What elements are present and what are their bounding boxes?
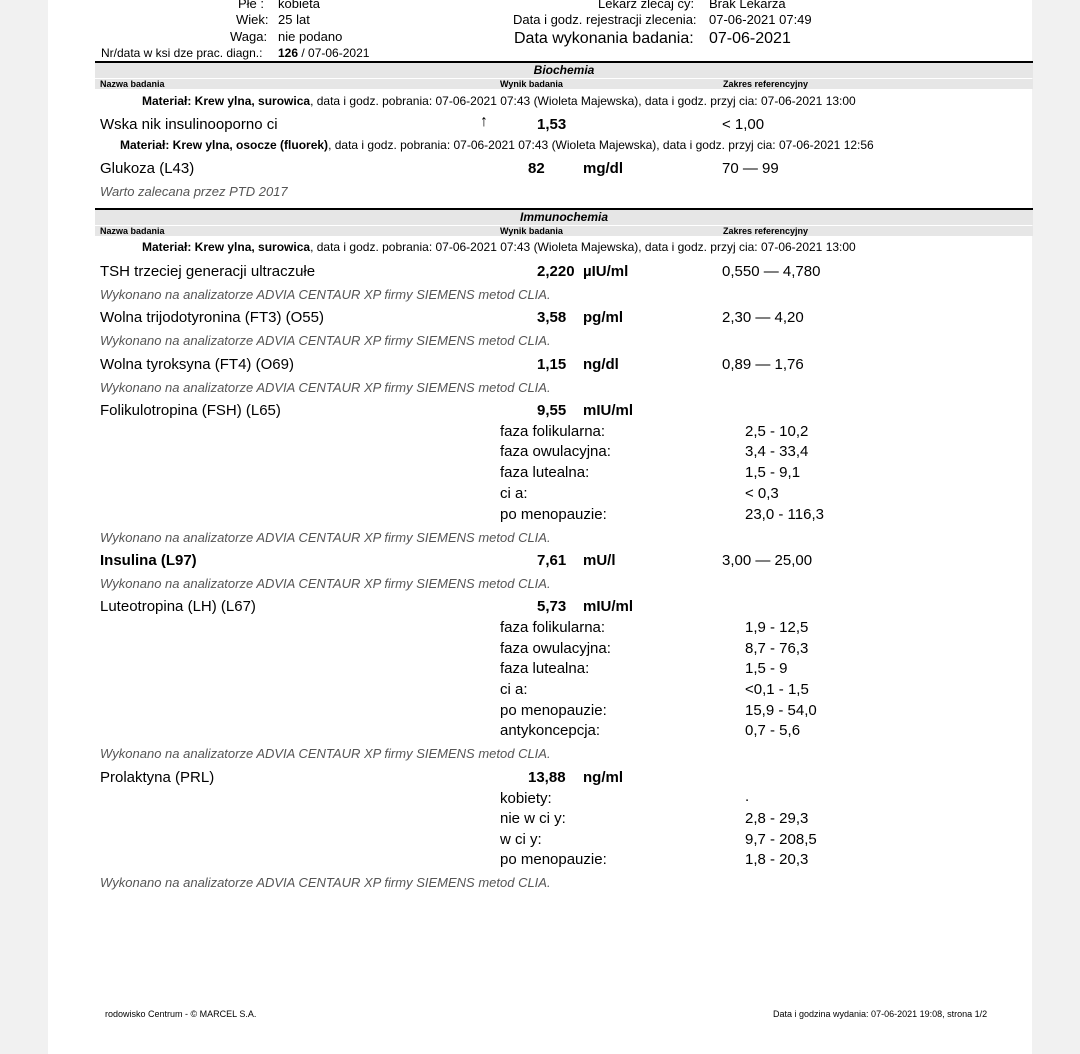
lab-book-number [278,46,369,60]
phase-label: faza folikularna: [500,423,606,440]
test-unit: mU/l [583,552,616,569]
test-name: Folikulotropina (FSH) (L65) [100,402,281,419]
phase-range: 2,5 - 10,2 [745,423,809,440]
lab-book-number-value: 126 [278,46,299,60]
column-header-name: Nazwa badania [100,226,165,236]
footer-left: rodowisko Centrum - © MARCEL S.A. [105,1009,257,1019]
test-name: Wolna tyroksyna (FT4) (O69) [100,356,294,373]
phase-range: 23,0 - 116,3 [745,506,824,523]
analyzer-note: Wykonano na analizatorze ADVIA CENTAUR XP firmy SIEMENS metod CLIA. [100,380,551,395]
column-headers [95,79,1033,89]
test-reference-range: 3,00 — 25,00 [722,552,813,569]
column-headers [95,226,1033,236]
test-result-value: 2,220 [537,263,575,280]
execution-date-value: 07-06-2021 [709,30,791,47]
phase-range: 1,9 - 12,5 [745,619,809,636]
phase-range: 8,7 - 76,3 [745,640,809,657]
phase-label: ci a: [500,485,528,502]
phase-label: faza lutealna: [500,464,590,481]
test-result-value: 9,55 [537,402,567,419]
test-result-value: 1,15 [537,356,567,373]
test-name: Glukoza (L43) [100,160,195,177]
analyzer-note: Wykonano na analizatorze ADVIA CENTAUR XP firmy SIEMENS metod CLIA. [100,576,551,591]
test-unit: pg/ml [583,309,623,326]
test-unit: mIU/ml [583,598,634,615]
sex-value: kobieta [278,0,320,11]
phase-label: faza lutealna: [500,660,590,677]
ordering-doctor-label: Lekarz zlecaj cy: [598,0,695,11]
phase-label: po menopauzie: [500,506,607,523]
test-reference-range: < 1,00 [722,116,765,133]
footer-right: Data i godzina wydania: 07-06-2021 19:08, strona 1/2 [773,1009,988,1019]
lab-book-date: / 07-06-2021 [298,46,370,60]
phase-label: antykoncepcja: [500,722,601,739]
test-unit: mg/dl [583,160,623,177]
test-result-value: 5,73 [537,598,567,615]
test-unit: mIU/ml [583,402,634,419]
age-label: Wiek: [236,12,269,27]
test-unit: ng/dl [583,356,619,373]
phase-label: faza owulacyjna: [500,443,611,460]
phase-range: 9,7 - 208,5 [745,831,817,848]
test-name: TSH trzeciej generacji ultraczułe [100,263,316,280]
weight-label: Waga: [230,29,268,44]
column-header-range: Zakres referencyjny [723,79,809,89]
test-reference-range: 0,89 — 1,76 [722,356,804,373]
phase-label: po menopauzie: [500,702,607,719]
test-name: Luteotropina (LH) (L67) [100,598,256,615]
section-header-immunochemistry: Immunochemia [95,208,1033,225]
registration-date-label: Data i godz. rejestracji zlecenia: [513,12,697,27]
execution-date-label: Data wykonania badania: [514,30,694,47]
age-value: 25 lat [278,12,310,27]
test-result-value: 7,61 [537,552,567,569]
phase-range: 1,8 - 20,3 [745,851,809,868]
column-header-result: Wynik badania [500,79,563,89]
test-result-value: 1,53 [537,116,567,133]
material-info: Materiał: Krew ylna, surowica, data i godz. pobrania: 07-06-2021 07:43 (Wioleta Majewska), data i godz. przyj cia: 07-06-2021 13:00 [142,240,856,254]
test-unit: ng/ml [583,769,623,786]
test-result-value: 82 [528,160,545,177]
material-info: Materiał: Krew ylna, surowica, data i godz. pobrania: 07-06-2021 07:43 (Wioleta Majewska), data i godz. przyj cia: 07-06-2021 13:00 [142,94,856,108]
phase-range: 15,9 - 54,0 [745,702,817,719]
test-name: Wska nik insulinooporno ci [100,116,278,133]
phase-range: <0,1 - 1,5 [745,681,809,698]
test-result-value: 13,88 [528,769,566,786]
sex-label: Płe : [238,0,265,11]
phase-label: w ci y: [500,831,542,848]
phase-range: 2,8 - 29,3 [745,810,809,827]
test-result-value: 3,58 [537,309,567,326]
ordering-doctor-value: Brak Lekarza [709,0,786,11]
phase-label: po menopauzie: [500,851,607,868]
report-page [48,0,1032,1054]
column-header-range: Zakres referencyjny [723,226,809,236]
test-reference-range: 2,30 — 4,20 [722,309,804,326]
analyzer-note: Wykonano na analizatorze ADVIA CENTAUR XP firmy SIEMENS metod CLIA. [100,746,551,761]
phase-label: kobiety: [500,790,552,807]
phase-range: 0,7 - 5,6 [745,722,801,739]
test-note: Warto zalecana przez PTD 2017 [100,184,288,199]
phase-label: faza folikularna: [500,619,606,636]
weight-value: nie podano [278,29,343,44]
test-name: Wolna trijodotyronina (FT3) (O55) [100,309,324,326]
phase-range: . [745,788,750,805]
phase-range: < 0,3 [745,485,779,502]
phase-label: nie w ci y: [500,810,566,827]
analyzer-note: Wykonano na analizatorze ADVIA CENTAUR XP firmy SIEMENS metod CLIA. [100,287,551,302]
test-reference-range: 0,550 — 4,780 [722,263,821,280]
phase-label: faza owulacyjna: [500,640,611,657]
test-reference-range: 70 — 99 [722,160,779,177]
test-name: Insulina (L97) [100,552,197,569]
column-header-name: Nazwa badania [100,79,165,89]
registration-date-value: 07-06-2021 07:49 [709,12,812,27]
section-header-biochemistry: Biochemia [95,61,1033,78]
test-unit: µIU/ml [583,263,629,280]
phase-label: ci a: [500,681,528,698]
phase-range: 1,5 - 9,1 [745,464,801,481]
phase-range: 1,5 - 9 [745,660,788,677]
column-header-result: Wynik badania [500,226,563,236]
analyzer-note: Wykonano na analizatorze ADVIA CENTAUR XP firmy SIEMENS metod CLIA. [100,530,551,545]
material-info: Materiał: Krew ylna, osocze (fluorek), data i godz. pobrania: 07-06-2021 07:43 (Wioleta Majewska), data i godz. przyj cia: 07-06-2021 12:56 [120,138,874,152]
analyzer-note: Wykonano na analizatorze ADVIA CENTAUR XP firmy SIEMENS metod CLIA. [100,333,551,348]
test-name: Prolaktyna (PRL) [100,769,215,786]
phase-range: 3,4 - 33,4 [745,443,809,460]
analyzer-note: Wykonano na analizatorze ADVIA CENTAUR XP firmy SIEMENS metod CLIA. [100,875,551,890]
abnormal-high-flag-icon: ↑ [480,113,488,130]
lab-book-number-label: Nr/data w ksi dze prac. diagn.: [101,46,263,60]
